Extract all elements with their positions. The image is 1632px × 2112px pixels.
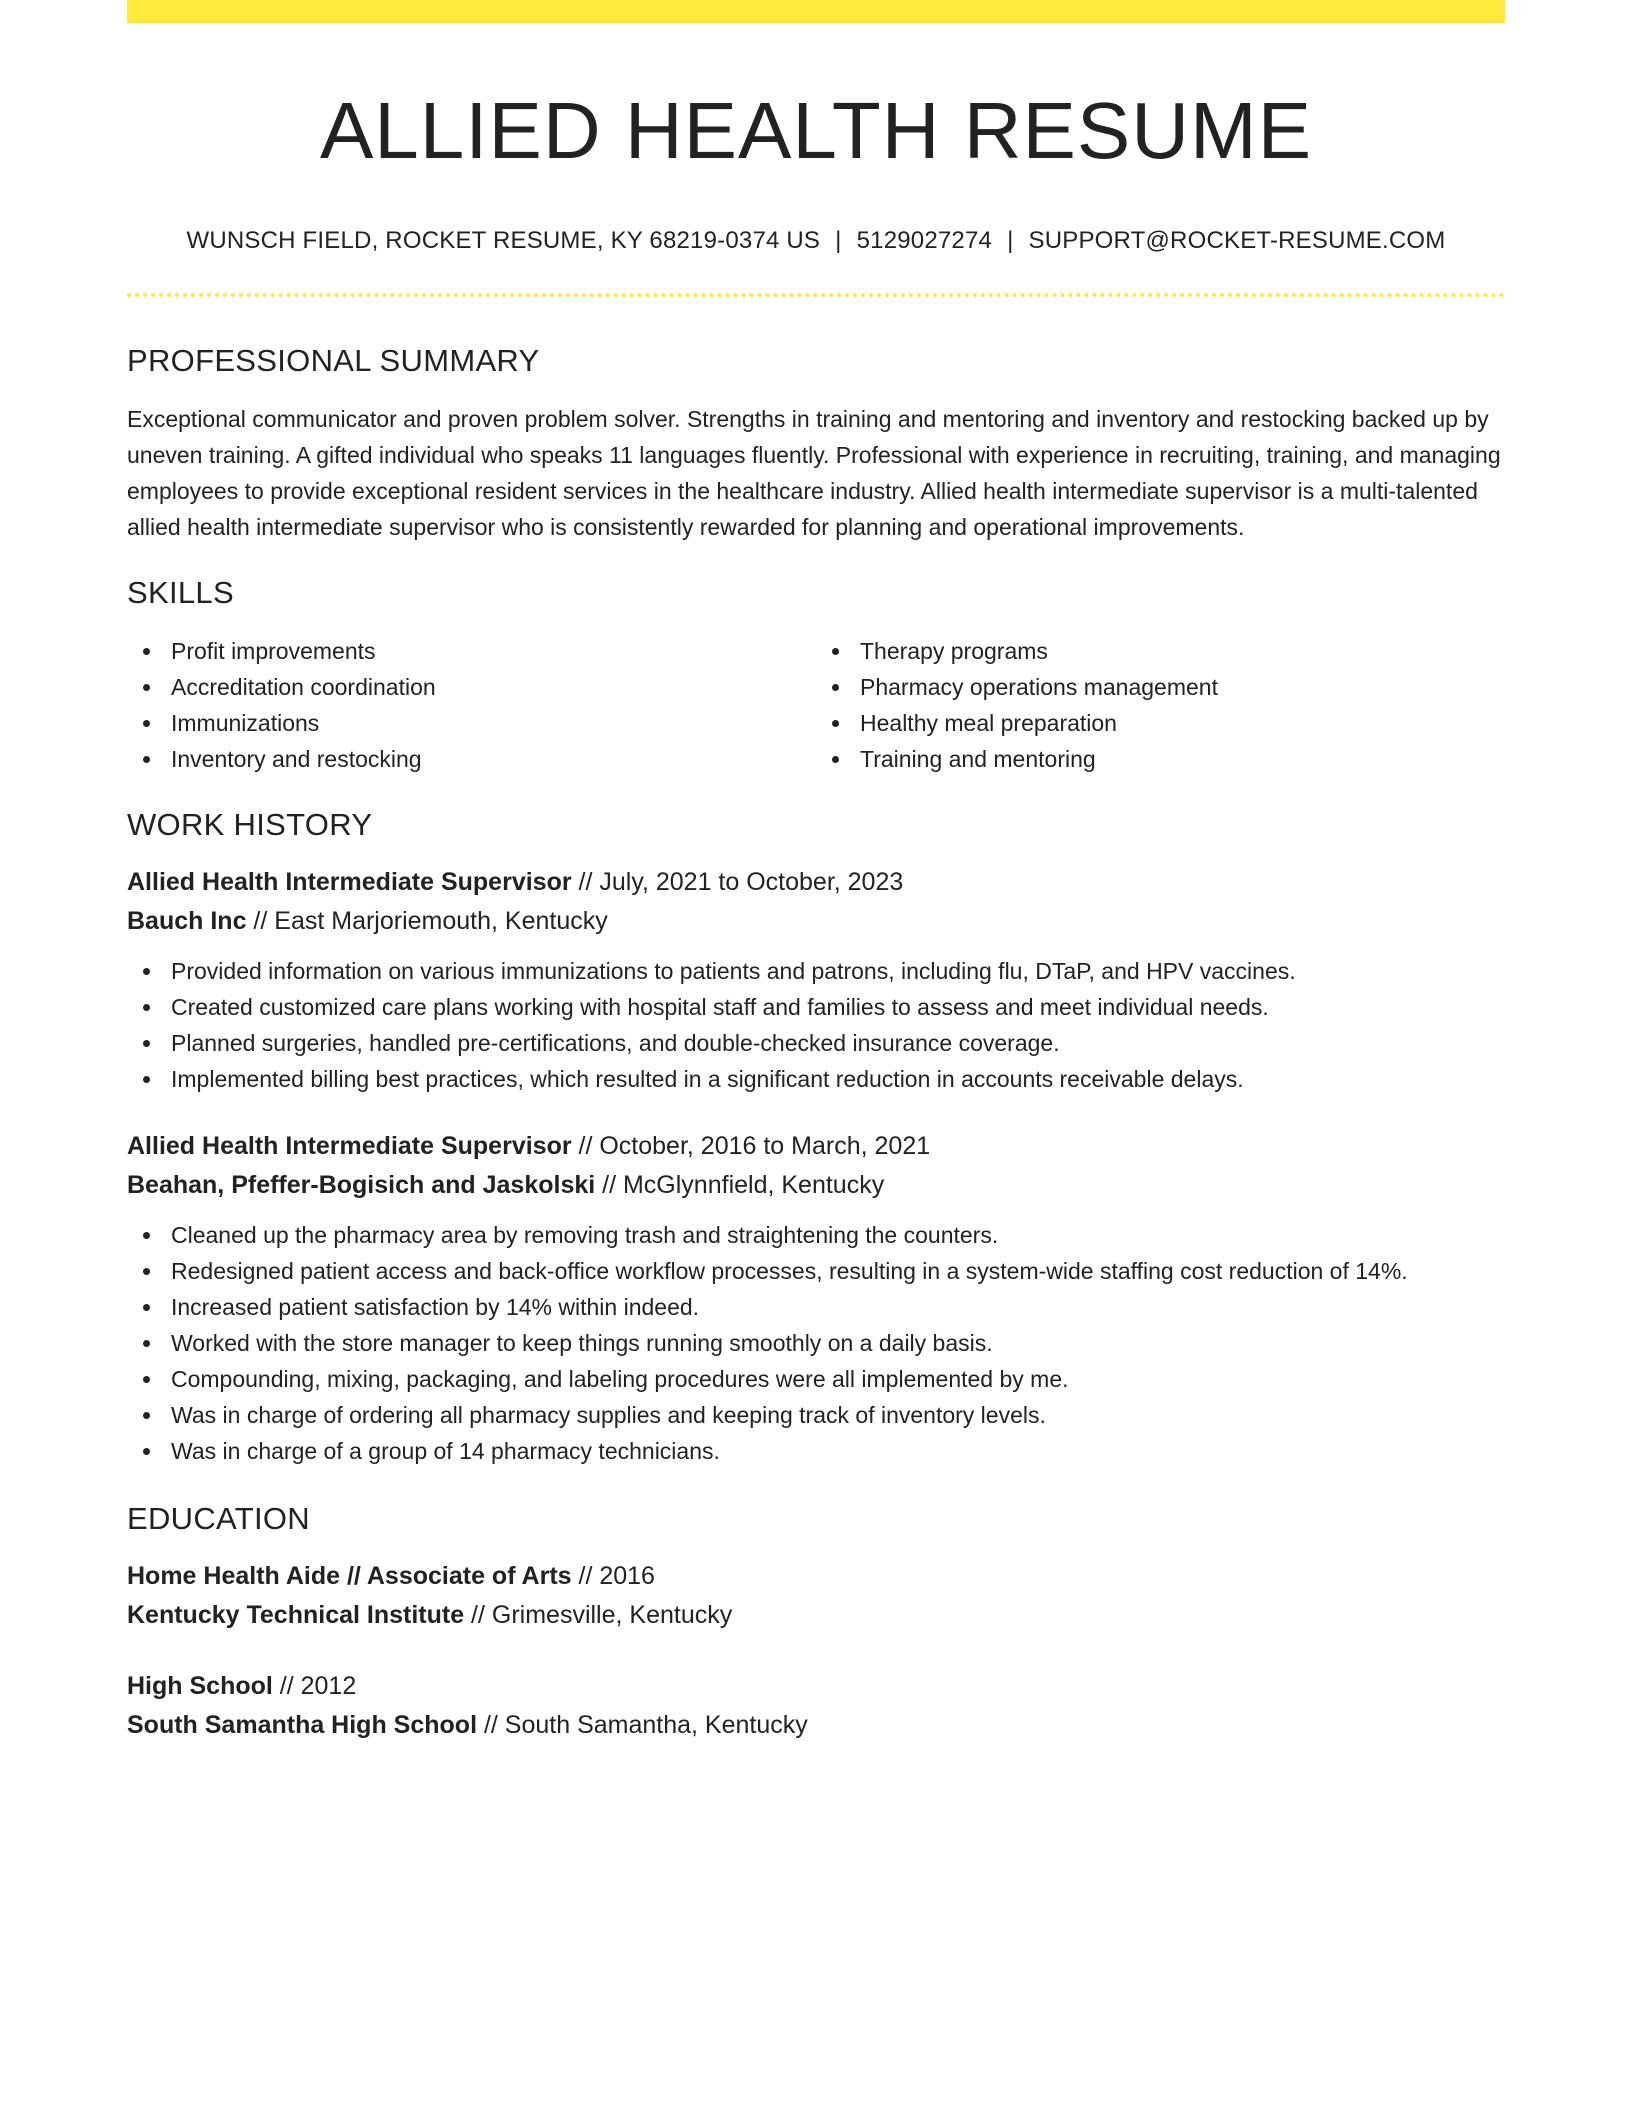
skill-item: Healthy meal preparation (816, 705, 1505, 741)
education-entry (127, 1557, 1505, 1635)
education-school: Kentucky Technical Institute (127, 1601, 465, 1629)
contact-separator: | (835, 227, 842, 254)
summary-text: Exceptional communicator and proven problem solver. Strengths in training and mentoring and inventory and restocking backed up by uneven training. A gifted individual who speaks 11 languages fluently. Professional with experience in recruiting, training, and managing employees to provide exceptional resident services in the healthcare industry. Allied health intermediate supervisor is a multi-talented allied health intermediate supervisor who is consistently rewarded for planning and operational improvements. (127, 406, 1501, 540)
skill-item: Training and mentoring (816, 741, 1505, 777)
job-location: // McGlynnfield, Kentucky (595, 1171, 885, 1199)
education-degree-line (127, 1557, 1505, 1596)
contact-phone: 5129027274 (856, 227, 993, 254)
resume-title: ALLIED HEALTH RESUME (319, 86, 1313, 175)
job-title-line (127, 1127, 1505, 1166)
skills-column-right (816, 633, 1505, 777)
job-company: Beahan, Pfeffer-Bogisich and Jaskolski (127, 1171, 596, 1199)
job-entry (127, 1127, 1505, 1469)
education-year: // 2012 (272, 1672, 357, 1700)
education-year: // 2016 (571, 1562, 655, 1590)
job-dates: // October, 2016 to March, 2021 (571, 1132, 931, 1160)
job-bullet: Provided information on various immunizations to patients and patrons, including flu, DTaP, and HPV vaccines. (127, 953, 1505, 989)
skill-item: Pharmacy operations management (816, 669, 1505, 705)
work-history-heading: WORK HISTORY (127, 807, 373, 842)
top-accent-bar (127, 0, 1505, 23)
contact-email: SUPPORT@ROCKET-RESUME.COM (1028, 227, 1446, 254)
skill-item: Therapy programs (816, 633, 1505, 669)
job-company: Bauch Inc (127, 907, 247, 935)
job-bullet: Redesigned patient access and back-office workflow processes, resulting in a system-wide staffing cost reduction of 14%. (127, 1253, 1505, 1289)
job-title: Allied Health Intermediate Supervisor (127, 1132, 572, 1160)
job-bullets (127, 953, 1505, 1097)
education-degree: Home Health Aide // Associate of Arts (127, 1562, 572, 1590)
job-bullet: Created customized care plans working with hospital staff and families to assess and meet individual needs. (127, 989, 1505, 1025)
job-bullet: Compounding, mixing, packaging, and labeling procedures were all implemented by me. (127, 1361, 1505, 1397)
job-bullet: Was in charge of a group of 14 pharmacy technicians. (127, 1433, 1505, 1469)
job-company-line (127, 902, 1505, 941)
education-entry (127, 1667, 1505, 1745)
education-degree: High School (127, 1672, 273, 1700)
skills-column-left (127, 633, 816, 777)
skills-list (127, 633, 1505, 777)
education-school-line (127, 1596, 1505, 1635)
education-degree-line (127, 1667, 1505, 1706)
summary-heading: PROFESSIONAL SUMMARY (127, 343, 540, 378)
contact-separator: | (1007, 227, 1014, 254)
education-location: // South Samantha, Kentucky (477, 1711, 808, 1739)
education-school: South Samantha High School (127, 1711, 478, 1739)
job-bullet: Worked with the store manager to keep things running smoothly on a daily basis. (127, 1325, 1505, 1361)
contact-address: WUNSCH FIELD, ROCKET RESUME, KY 68219-0374 US (186, 227, 821, 254)
education-school-line (127, 1706, 1505, 1745)
contact-line (127, 227, 1505, 255)
job-bullet: Implemented billing best practices, which resulted in a significant reduction in accounts receivable delays. (127, 1061, 1505, 1097)
job-bullet: Increased patient satisfaction by 14% within indeed. (127, 1289, 1505, 1325)
education-location: // Grimesville, Kentucky (464, 1601, 733, 1629)
job-bullets (127, 1217, 1505, 1469)
skills-heading: SKILLS (127, 575, 234, 610)
job-company-line (127, 1166, 1505, 1205)
job-entry (127, 863, 1505, 1097)
job-bullet: Cleaned up the pharmacy area by removing trash and straightening the counters. (127, 1217, 1505, 1253)
job-dates: // July, 2021 to October, 2023 (571, 868, 904, 896)
education-heading: EDUCATION (127, 1501, 310, 1536)
job-title-line (127, 863, 1505, 902)
skill-item: Profit improvements (127, 633, 816, 669)
job-location: // East Marjoriemouth, Kentucky (246, 907, 608, 935)
skill-item: Immunizations (127, 705, 816, 741)
job-bullet: Was in charge of ordering all pharmacy supplies and keeping track of inventory levels. (127, 1397, 1505, 1433)
skill-item: Inventory and restocking (127, 741, 816, 777)
skill-item: Accreditation coordination (127, 669, 816, 705)
job-title: Allied Health Intermediate Supervisor (127, 868, 572, 896)
dotted-divider (127, 293, 1505, 297)
job-bullet: Planned surgeries, handled pre-certifications, and double-checked insurance coverage. (127, 1025, 1505, 1061)
